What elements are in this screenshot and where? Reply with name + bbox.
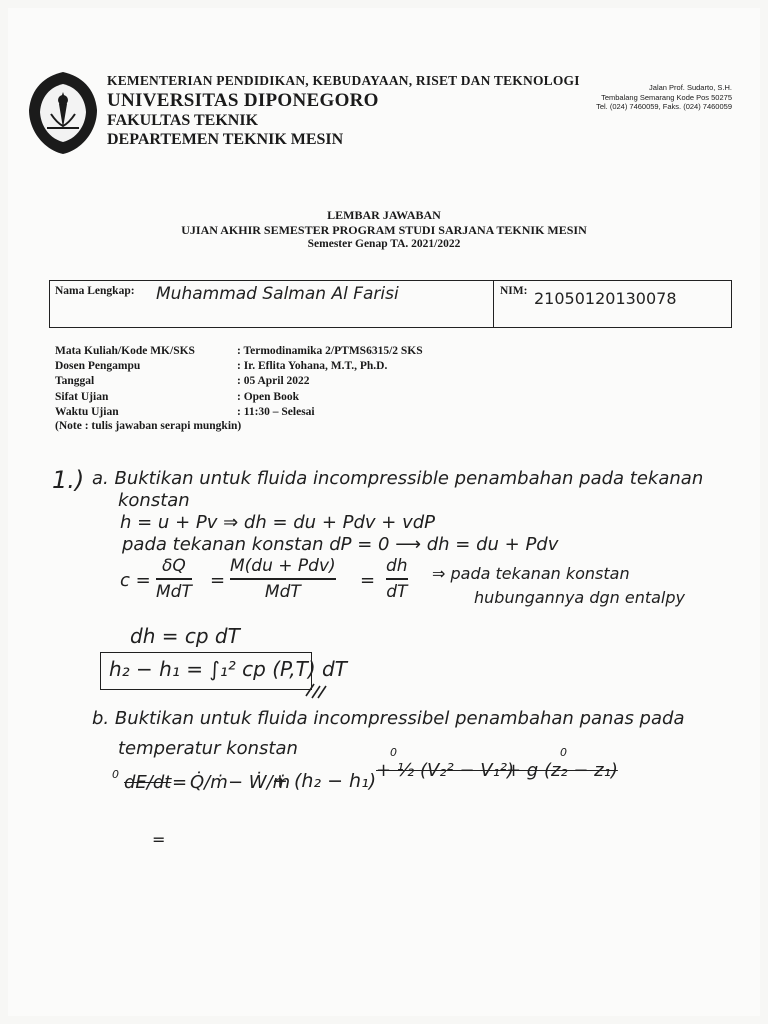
ministry-heading: KEMENTERIAN PENDIDIKAN, KEBUDAYAAN, RISET DAN TEKNOLOGI [107,73,580,88]
fraction-bar [386,578,408,580]
equals-sign: = [172,772,188,793]
fraction-energy [230,556,336,602]
info-key: Mata Kuliah/Kode MK/SKS [55,345,195,357]
fraction-enthalpy-den: dT [386,581,408,602]
fraction-enthalpy-num: dh [386,556,408,576]
part-b-statement-cont: temperatur konstan [118,738,298,759]
info-value: : 11:30 – Selesai [237,405,315,418]
fraction-heat-num: δQ [162,556,186,576]
semester-title: Semester Genap TA. 2021/2022 [307,238,461,250]
boxed-result [100,652,347,690]
fraction-bar [230,578,336,580]
nim-value: 21050120130078 [534,289,677,308]
faculty-heading: FAKULTAS TEKNIK [107,112,259,129]
zero-mark: 0 [390,746,397,759]
part-b-statement: b. Buktikan untuk fluida incompressibel penambahan panas pada [92,708,685,729]
nim-label: NIM: [500,285,528,297]
info-row [55,390,423,405]
exam-title: UJIAN AKHIR SEMESTER PROGRAM STUDI SARJANA TEKNIK MESIN [181,223,587,237]
question-number: 1.) [52,466,85,494]
info-value: : Termodinamika 2/PTMS6315/2 SKS [237,345,423,357]
name-label: Nama Lengkap: [55,285,135,297]
enthalpy-definition: h = u + Pv ⇒ dh = du + Pdv + vdP [120,512,436,533]
equals-sign: = [210,570,226,591]
fraction-heat [156,556,192,602]
identity-box [49,280,732,328]
part-a-statement: a. Buktikan untuk fluida incompressible penambahan pada tekanan [92,468,704,489]
info-value: : 05 April 2022 [237,375,310,388]
fraction-enthalpy [386,556,408,602]
enthalpy-integral: h₂ − h₁ = ∫₁² cp (P,T) dT [109,657,347,681]
enthalpy-term: + (h₂ − h₁) [272,770,377,792]
zero-mark: 0 [112,768,119,781]
work-term: − Ẇ/ṁ [228,772,291,793]
fraction-bar [156,578,192,580]
fraction-energy-num: M(du + Pdv) [230,556,336,576]
department-heading: DEPARTEMEN TEKNIK MESIN [107,131,344,148]
exam-info [55,344,423,420]
zero-mark: 0 [560,746,567,759]
identity-divider [493,281,494,327]
info-value: : Ir. Eflita Yohana, M.T., Ph.D. [237,360,388,373]
university-seal-logo [27,70,99,156]
info-key: Dosen Pengampu [55,360,141,373]
note-text: (Note : tulis jawaban serapi mungkin) [55,420,242,432]
info-row [55,374,423,389]
address-street: Jalan Prof. Sudarto, S.H. [649,83,732,92]
name-value: Muhammad Salman Al Farisi [156,284,399,304]
address-phone: Tel. (024) 7460059, Faks. (024) 7460059 [596,102,732,111]
info-key: Sifat Ujian [55,390,109,403]
continuation-equals: = [152,830,166,849]
specific-heat-lhs: c = [120,570,151,591]
energy-rate-term: dE/dt [124,772,172,793]
fraction-energy-den: MdT [264,581,301,602]
part-a-statement-cont: konstan [118,490,190,511]
specific-heat-note: ⇒ pada tekanan konstan [432,564,630,583]
specific-heat-note-cont: hubungannya dgn entalpy [474,588,685,607]
address-block [596,83,732,112]
address-city: Tembalang Semarang Kode Pos 50275 [601,92,732,102]
dh-cp-dt: dh = cp dT [130,624,240,648]
info-value: : Open Book [237,390,299,403]
university-heading: UNIVERSITAS DIPONEGORO [107,90,379,111]
info-key: Waktu Ujian [55,405,119,418]
heat-term: Q̇/ṁ [190,772,228,793]
end-mark-icon [302,680,330,700]
info-row [55,405,423,420]
potential-term: + g (z₂ − z₁) [506,760,618,781]
kinetic-term: + ½ (V₂² − V₁²) [376,760,515,781]
info-row [55,359,423,374]
fraction-heat-den: MdT [156,581,192,602]
constant-pressure-eq: pada tekanan konstan dP = 0 ⟶ dh = du + Pdv [122,534,559,555]
info-key: Tanggal [55,375,95,388]
equals-sign: = [360,570,376,591]
sheet-title: LEMBAR JAWABAN [327,208,441,222]
info-row [55,344,423,359]
